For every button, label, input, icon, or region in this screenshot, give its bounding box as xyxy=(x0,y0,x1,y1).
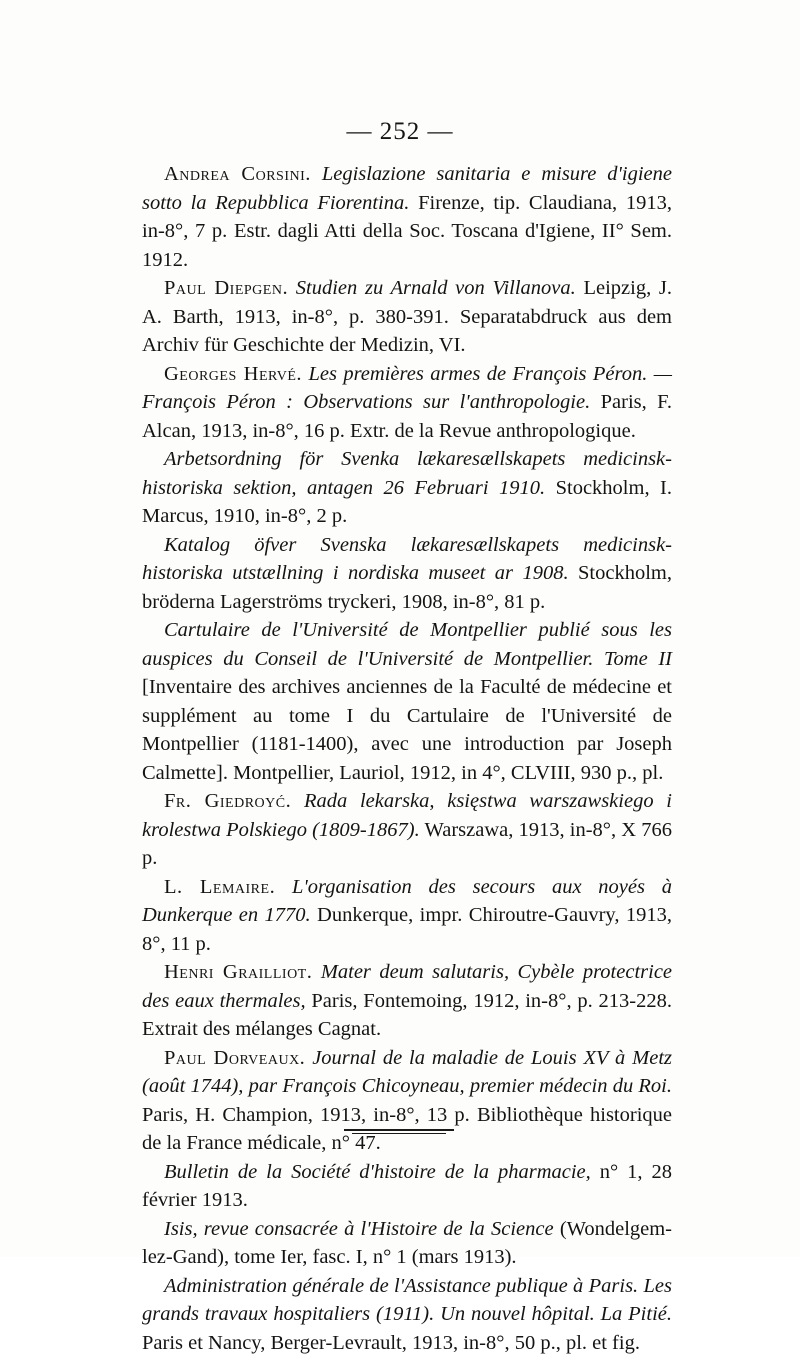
entry-author: Paul Dorveaux. xyxy=(164,1047,305,1069)
entry-author: Henri Grailliot. xyxy=(164,961,312,983)
bibliography-entry xyxy=(142,1272,672,1357)
bibliography-entry xyxy=(142,531,672,617)
entry-details: Dunkerque, impr. Chiroutre-Gauvry, 1913, 8°, 11 p. xyxy=(142,904,672,955)
entry-title: Katalog öfver Svenska lækaresællskapets medicinsk-historiska utstællning i nordiska museet ar 1908. xyxy=(142,534,672,585)
entry-title: Isis, revue consacrée à l'Histoire de la Science xyxy=(164,1218,554,1240)
entry-details: Firenze, tip. Claudiana, 1913, in-8°, 7 p. Estr. dagli Atti della Soc. Toscana d'Igiene, II° Sem. 1912. xyxy=(142,192,672,271)
entry-details: Stockholm, bröderna Lagerströms tryckeri, 1908, in-8°, 81 p. xyxy=(142,562,672,613)
entry-title: Studien zu Arnald von Villanova. xyxy=(296,277,576,299)
entry-title: Bulletin de la Société d'histoire de la pharmacie, xyxy=(164,1161,591,1183)
entry-details: Stockholm, I. Marcus, 1910, in-8°, 2 p. xyxy=(142,477,672,528)
entry-title: Legislazione sanitaria e misure d'igiene sotto la Repubblica Fiorentina. xyxy=(142,163,672,214)
bibliography-entry xyxy=(142,360,672,446)
entry-title: Cartulaire de l'Université de Montpellier publié sous les auspices du Conseil de l'Université de Montpellier. Tome II xyxy=(142,619,672,670)
page-number: — 252 — xyxy=(0,118,800,146)
entry-author: Georges Hervé. xyxy=(164,363,302,385)
bibliography-entry xyxy=(142,1215,672,1272)
entry-details: Warszawa, 1913, in-8°, X 766 p. xyxy=(142,819,672,870)
page-bottom-rule xyxy=(344,1129,454,1131)
bibliography-entry xyxy=(142,160,672,274)
bibliography-entry xyxy=(142,873,672,959)
entry-title: Mater deum salutaris, Cybèle protectrice des eaux thermales, xyxy=(142,961,672,1012)
entry-title: Administration générale de l'Assistance publique à Paris. Les grands travaux hospitaliers (1911). Un nouvel hôpital. La Pitié. xyxy=(142,1275,672,1326)
entry-title: Journal de la maladie de Louis XV à Metz (août 1744), par François Chicoyneau, premier médecin du Roi. xyxy=(142,1047,672,1098)
page-bottom-rule-thin xyxy=(352,1133,446,1134)
entry-title: Arbetsordning för Svenka lækaresællskapets medicinsk-historiska sektion, antagen 26 Februari 1910. xyxy=(142,448,672,499)
entry-details: Paris, F. Alcan, 1913, in-8°, 16 p. Extr. de la Revue anthropologique. xyxy=(142,391,672,442)
entry-author: L. Lemaire. xyxy=(164,876,275,898)
bibliography-entry xyxy=(142,616,672,787)
bibliography-entry xyxy=(142,274,672,360)
bibliography-entry xyxy=(142,1044,672,1158)
bibliography-list xyxy=(142,160,672,1357)
bibliography-entry xyxy=(142,958,672,1044)
entry-title: L'organisation des secours aux noyés à Dunkerque en 1770. xyxy=(142,876,672,927)
bibliography-entry xyxy=(142,787,672,873)
entry-title: Les premières armes de François Péron. — François Péron : Observations sur l'anthropologie. xyxy=(142,363,672,414)
entry-details: n° 1, 28 février 1913. xyxy=(142,1161,672,1212)
entry-details: Paris, H. Champion, 1913, in-8°, 13 p. Bibliothèque historique de la France médicale, n° 47. xyxy=(142,1104,672,1155)
entry-details: Paris, Fontemoing, 1912, in-8°, p. 213-228. Extrait des mélanges Cagnat. xyxy=(142,990,672,1041)
entry-author: Fr. Giedroyć. xyxy=(164,790,291,812)
entry-author: Andrea Corsini. xyxy=(164,163,311,185)
entry-details: [Inventaire des archives anciennes de la Faculté de médecine et supplément au tome I du Cartulaire de l'Université de Montpellier (1181-1400), avec une introduction par Joseph Calmette]. Montpellier, Lauriol, 1912, in 4°, CLVIII, 930 p., pl. xyxy=(142,676,672,784)
bibliography-entry xyxy=(142,1158,672,1215)
entry-details: (Wondelgem-lez-Gand), tome Ier, fasc. I, n° 1 (mars 1913). xyxy=(142,1218,672,1269)
entry-details: Paris et Nancy, Berger-Levrault, 1913, in-8°, 50 p., pl. et fig. xyxy=(142,1332,640,1354)
entry-author: Paul Diepgen. xyxy=(164,277,288,299)
entry-details: Leipzig, J. A. Barth, 1913, in-8°, p. 380-391. Separatabdruck aus dem Archiv für Geschichte der Medizin, VI. xyxy=(142,277,672,356)
bibliography-entry xyxy=(142,445,672,531)
entry-title: Rada lekarska, księstwa warszawskiego i krolestwa Polskiego (1809-1867). xyxy=(142,790,672,841)
